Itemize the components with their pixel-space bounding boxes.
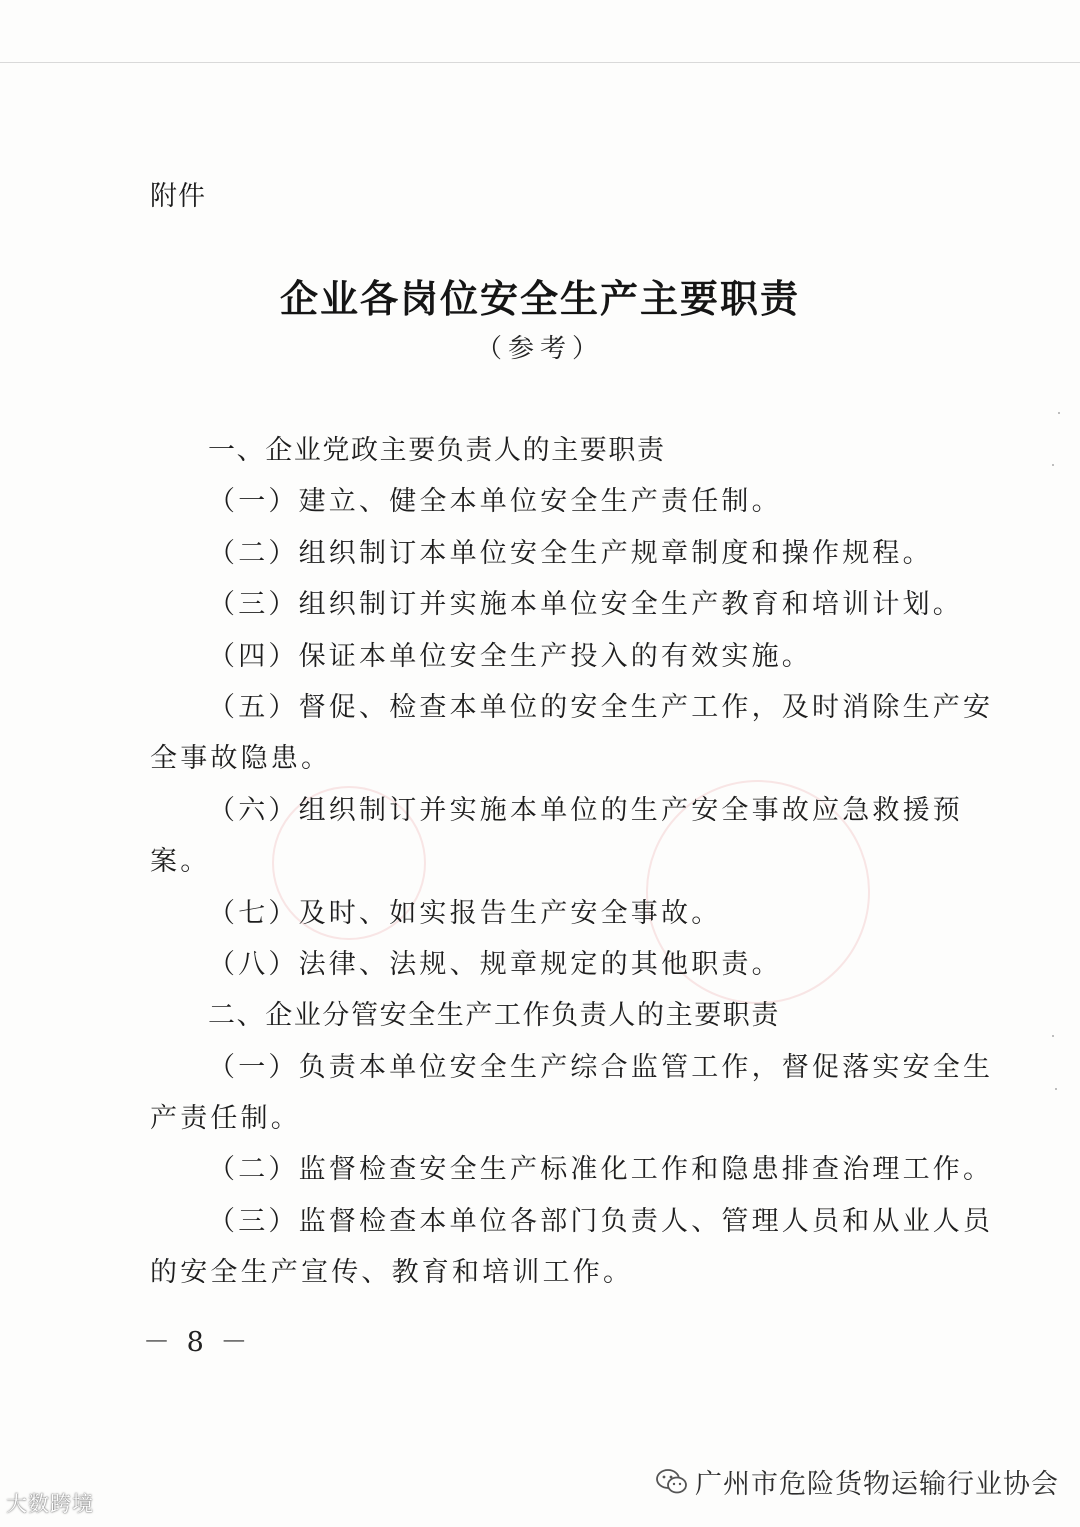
body-line: （七）及时、如实报告生产安全事故。 xyxy=(208,897,722,929)
scan-edge-line xyxy=(0,62,1080,63)
document-body xyxy=(150,425,994,1299)
body-line: （二）组织制订本单位安全生产规章制度和操作规程。 xyxy=(208,537,933,569)
body-line: 案。 xyxy=(150,846,211,878)
body-line: 产责任制。 xyxy=(150,1103,301,1135)
body-line: （五）督促、检查本单位的安全生产工作，及时消除生产安 xyxy=(208,691,994,723)
body-line: （一）负责本单位安全生产综合监管工作，督促落实安全生 xyxy=(208,1051,994,1083)
wechat-icon xyxy=(655,1467,689,1497)
document-title: 企业各岗位安全生产主要职责 xyxy=(279,276,800,321)
section-heading: 一、企业党政主要负责人的主要职责 xyxy=(208,435,666,466)
page-number: － 8 － xyxy=(143,1327,252,1358)
body-line: （一）建立、健全本单位安全生产责任制。 xyxy=(208,486,782,518)
body-line: （六）组织制订并实施本单位的生产安全事故应急救援预 xyxy=(208,794,963,826)
scan-speck xyxy=(1052,1035,1054,1037)
body-line: （三）组织制订并实施本单位安全生产教育和培训计划。 xyxy=(208,589,963,621)
watermark-right xyxy=(655,1462,1059,1501)
body-line: 的安全生产宣传、教育和培训工作。 xyxy=(150,1257,634,1289)
scan-speck xyxy=(1058,412,1060,414)
document-subtitle: （参考） xyxy=(475,334,604,364)
body-line: 全事故隐患。 xyxy=(150,743,332,775)
watermark-account-name: 广州市危险货物运输行业协会 xyxy=(695,1469,1059,1500)
scan-speck xyxy=(1052,464,1054,466)
attachment-label: 附件 xyxy=(150,181,206,212)
body-line: （四）保证本单位安全生产投入的有效实施。 xyxy=(208,640,812,672)
scan-speck xyxy=(1055,1088,1057,1090)
body-line: （三）监督检查本单位各部门负责人、管理人员和从业人员 xyxy=(208,1205,994,1237)
body-line: （二）监督检查安全生产标准化工作和隐患排查治理工作。 xyxy=(208,1154,994,1186)
watermark-left: 大数跨境 xyxy=(6,1492,94,1516)
body-line: （八）法律、法规、规章规定的其他职责。 xyxy=(208,948,782,980)
section-heading: 二、企业分管安全生产工作负责人的主要职责 xyxy=(208,1000,780,1032)
